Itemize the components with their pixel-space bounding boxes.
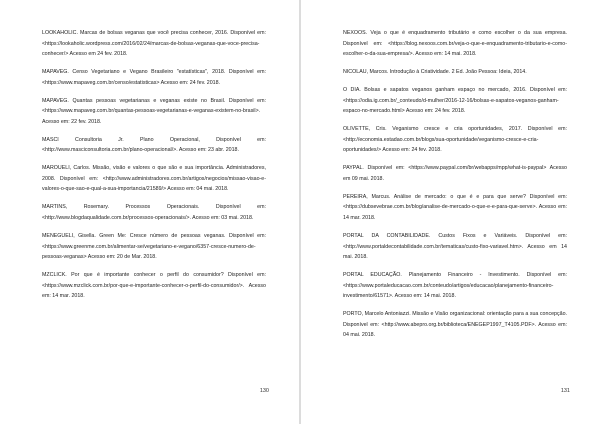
reference-entry: LOOKAHOLIC. Marcas de bolsas veganas que você precisa conhecer, 2016. Disponível em: <https://lookaholic.wordpress.com/2016/02/24/marcas-de-bolsas-veganas-que-voce-precisa-conhecer/> Acesso em 24 fev. 2018. (42, 30, 266, 57)
reference-entry: MZCLICK. Por que é importante conhecer o perfil do consumidor? Disponível em: <https://www.mzclick.com.br/por-que-e-importante-conhecer-o-perfil-do-consumidor/>. Acesso em: 14 mar. 2018. (42, 272, 266, 300)
reference-entry: MARTINS, Rosemary. Processos Operacionais. Disponível em: <http://www.blogdaqualidade.com.br/processos-operacionais/>. Acesso em: 03 mai. 2018. (42, 204, 266, 221)
reference-entry: NICOLAU, Marcos. Introdução à Criatividade. 2 Ed. João Pessoa: Ideia, 2014. (343, 69, 527, 76)
page-number: 130 (259, 388, 269, 394)
reference-list (42, 28, 266, 309)
reference-entry: OLIVETTE, Cris. Veganismo cresce e cria oportunidades, 2017. Disponível em: <http://economia.estadao.com.br/blogs/sua-oportunidade/veganismo-cresce-e-cria-oportunidades/> Acesso em: 24 fev. 2018. (343, 126, 567, 154)
reference-list (343, 28, 567, 348)
right-page (301, 0, 600, 424)
left-page (0, 0, 299, 424)
reference-entry: NEXOOS. Veja o que é enquadramento tributário e como escolher o da sua empresa. Disponível em: <https://blog.nexoos.com.br/veja-o-que-e-enquadramento-tributario-e-como-escolher-o-da-sua-empresa/>. Acesso em: 14 mai. 2018. (343, 30, 567, 57)
reference-entry: PORTAL EDUCAÇÃO. Planejamento Financeiro - Investimento. Disponível em: <https://www.portaleducacao.com.br/conteudo/artigos/educacao/planejamento-financeiro-investimento/61571>. Acesso em: 14 mai. 2018. (343, 272, 567, 300)
reference-entry: PEREIRA, Marcus. Análise de mercado: o que é e para que serve? Disponível em: <https://dubsevebrae.com.br/blog/analise-de-mercado-o-que-e-e-para-que-serve>. Acesso em: 14 mar. 2018. (343, 193, 567, 221)
reference-entry: O DIA. Bolsas e sapatos veganos ganham espaço no mercado, 2016. Disponível em: <https://odia.ig.com.br/_conteudo/d-mulher/2016-12-16/bolsas-e-sapatos-veganos-ganham-espaco-no-mercado.html> Acesso em: 24 fev. 2018. (343, 87, 567, 115)
page-number: 131 (560, 388, 570, 394)
reference-entry: MAPAVEG. Censo Vegetariano e Vegano Brasileiro "estatísticas", 2018. Disponível em: <https://www.mapaveg.com.br/censo/estatisticas> Acesso em: 24 fev. 2018. (42, 69, 266, 86)
reference-entry: PAYPAL. Disponível em: <https://www.paypal.com/br/webapps/mpp/what-is-paypal> Acesso em 09 mai. 2018. (343, 165, 567, 182)
reference-entry: MAROUELI, Carlos. Missão, visão e valores o que são e sua importância. Administradores, 2008. Disponível em: <http://www.administradores.com.br/artigos/negocios/missao-visao-e-valores-o-que-sao-e-qual-a-sua-importancia/21589/> Acesso em: 04 mai. 2018. (42, 165, 266, 193)
reference-entry: MASCI Consultoria Jr. Plano Operacional, Disponível em: <http://www.masciconsultoria.com.br/plano-operacional/>. Acesso em: 23 abr. 2018. (42, 136, 266, 154)
reference-entry: MENEGUELI, Gisella. Green Me: Cresce número de pessoas veganas. Disponível em: <https://www.greenme.com.br/alimentar-se/vegetariano-e-vegano/6357-cresce-numero-de-pessoas-veganas> Acesso em: 20 de Mar. 2018. (42, 233, 266, 261)
reference-entry: MAPAVEG. Quantas pessoas vegetarianas e veganas existe no Brasil. Disponível em: <https://www.mapaveg.com.br/quantas-pessoas-vegetarianas-e-veganas-existem-no-brasil>. Acesso em: 22 fev. 2018. (42, 97, 266, 125)
reference-entry: PORTAL DA CONTABILIDADE. Custos Fixos e Variáveis. Disponível em: <http://www.portaldecontabilidade.com.br/tematicas/custo-fixo-variavel.htm>. Acesso em 14 mai. 2018. (343, 233, 567, 261)
reference-entry: PORTO, Marcelo Antoniazzi. Missão e Visão organizacional: orientação para a sua concepção. Disponível em: <http://www.abepro.org.br/biblioteca/ENEGEP1997_T4105.PDF>. Acesso em: 04 mai. 2018. (343, 311, 567, 339)
